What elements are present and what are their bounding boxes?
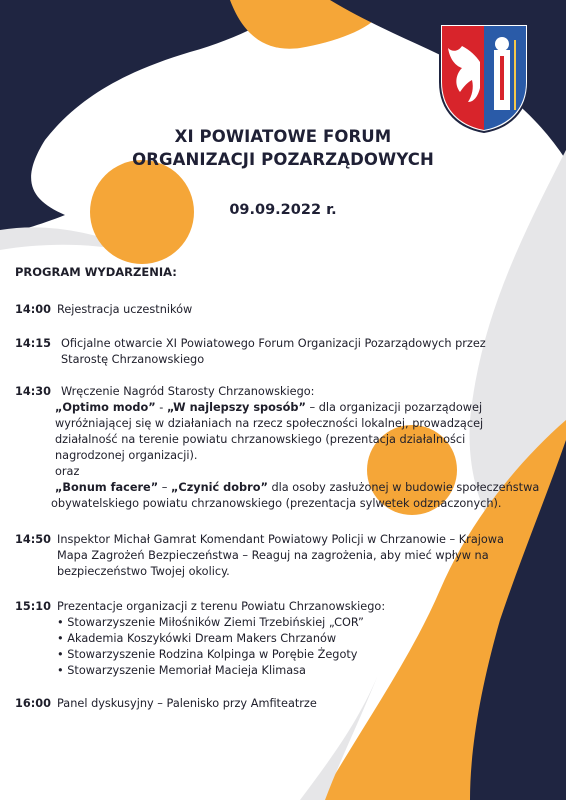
list-item: • Stowarzyszenie Memoriał Macieja Klimasa [57,664,306,677]
program-heading: PROGRAM WYDARZENIA: [15,265,177,279]
powiat-chrzanowski-coat-of-arms-icon [438,22,530,134]
program-item-time: 14:00 [15,303,51,316]
award-2-separator: – [158,481,171,494]
award-1-text: wyróżniającej się w działaniach na rzecz społeczności lokalnej, prowadzącej [55,417,484,430]
program-item-text: Inspektor Michał Gamrat Komendant Powiatowy Policji w Chrzanowie – Krajowa [57,533,504,546]
awards-intro: Wręczenie Nagród Starosty Chrzanowskiego: [61,385,315,398]
program-item-time: 16:00 [15,697,51,710]
award-2-name-polish: „Czynić dobro” [170,481,268,494]
award-1-name-polish: „W najlepszy sposób” [166,401,306,414]
award-1-description: – dla organizacji pozarządowej [305,401,483,414]
program-item-text: Starostę Chrzanowskiego [61,353,205,366]
page-title-line-2: ORGANIZACJI POZARZĄDOWYCH [132,150,434,169]
program-item-text: Oficjalne otwarcie XI Powiatowego Forum Organizacji Pozarządowych przez [61,337,486,350]
list-item: • Akademia Koszykówki Dream Makers Chrzanów [57,632,337,645]
oraz-text: oraz [55,465,80,478]
award-2-title [55,480,539,496]
program-item-text: Panel dyskusyjny – Palenisko przy Amfiteatrze [57,697,317,710]
program-item-time: 14:30 [15,385,51,398]
presentations-intro: Prezentacje organizacji z terenu Powiatu Chrzanowskiego: [57,600,386,613]
program-item-time: 15:10 [15,600,51,613]
program-item-text: Mapa Zagrożeń Bezpieczeństwa – Reaguj na zagrożenia, aby mieć wpływ na [57,549,489,562]
program-item-time: 14:15 [15,337,51,350]
event-date: 09.09.2022 r. [229,202,337,218]
award-1-name-latin: „Optimo modo” [55,401,156,414]
award-2-description: dla osoby zasłużonej w budowie społeczeństwa [267,481,540,494]
award-1-separator: - [155,401,167,414]
award-1-text: działalność na terenie powiatu chrzanowskiego (prezentacja działalności [55,433,466,446]
page-title-line-1: XI POWIATOWE FORUM [174,127,392,146]
award-1-title [55,400,482,416]
award-2-text: obywatelskiego powiatu chrzanowskiego (prezentacja sylwetek odznaczonych). [51,497,502,510]
program-item-text: bezpieczeństwo Twojej okolicy. [57,565,230,578]
program-item-time: 14:50 [15,533,51,546]
award-2-name-latin: „Bonum facere” [55,481,159,494]
program-item-text: Rejestracja uczestników [57,303,193,316]
list-item: • Stowarzyszenie Rodzina Kolpinga w Porębie Żegoty [57,648,358,661]
award-1-text: nagrodzonej organizacji). [55,449,198,462]
list-item: • Stowarzyszenie Miłośników Ziemi Trzebińskiej „COR” [57,616,364,629]
